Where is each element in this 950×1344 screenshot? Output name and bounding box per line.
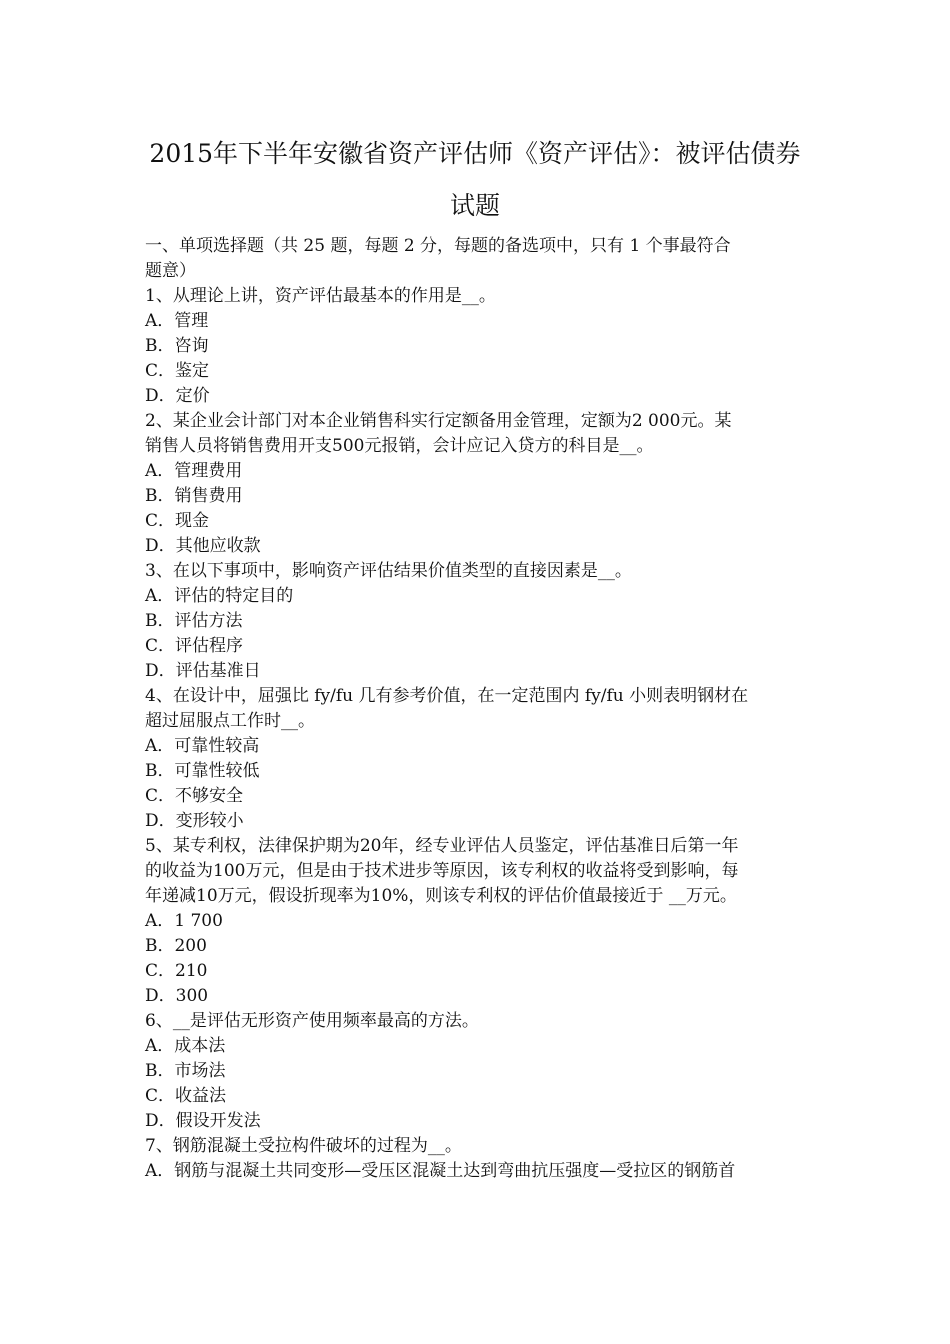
option-d: D．300 [145, 986, 209, 1006]
document-title [100, 128, 850, 232]
option-d: D．其他应收款 [145, 536, 261, 556]
document-body [145, 234, 810, 1184]
title-line-2: 试题 [449, 191, 500, 220]
section-heading-line-1: 一、单项选择题（共 25 题，每题 2 分，每题的备选项中，只有 1 个事最符合 [145, 236, 731, 256]
option-d: D．变形较小 [145, 811, 244, 831]
question-stem-line: 销售人员将销售费用开支500元报销，会计应记入贷方的科目是__。 [145, 436, 654, 456]
option-a: A．评估的特定目的 [145, 586, 294, 606]
option-a: A．1 700 [145, 911, 223, 931]
option-c: C．不够安全 [145, 786, 244, 806]
question-6 [145, 1009, 810, 1134]
option-c: C．210 [145, 961, 208, 981]
option-b: B．评估方法 [145, 611, 243, 631]
title-line-1: 2015年下半年安徽省资产评估师《资产评估》：被评估债券 [149, 139, 801, 168]
option-a: A．可靠性较高 [145, 736, 260, 756]
option-c: C．收益法 [145, 1086, 227, 1106]
option-c: C．评估程序 [145, 636, 244, 656]
option-b: B．可靠性较低 [145, 761, 260, 781]
question-stem-line: 3、在以下事项中，影响资产评估结果价值类型的直接因素是__。 [145, 561, 632, 581]
option-d: D．定价 [145, 386, 210, 406]
option-a: A．管理费用 [145, 461, 243, 481]
section-heading-line-2: 题意） [145, 261, 196, 281]
option-b: B．市场法 [145, 1061, 226, 1081]
question-2 [145, 409, 810, 559]
option-d: D．假设开发法 [145, 1111, 261, 1131]
question-7 [145, 1134, 810, 1184]
question-5 [145, 834, 810, 1009]
option-d: D．评估基准日 [145, 661, 261, 681]
question-4 [145, 684, 810, 834]
question-stem-line: 5、某专利权，法律保护期为20年，经专业评估人员鉴定，评估基准日后第一年 [145, 836, 739, 856]
option-a: A．成本法 [145, 1036, 226, 1056]
option-b: B．销售费用 [145, 486, 243, 506]
section-heading [145, 234, 810, 284]
option-a: A．管理 [145, 311, 209, 331]
question-stem-line: 年递减10万元，假设折现率为10%，则该专利权的评估价值最接近于 __万元。 [145, 886, 737, 906]
question-1 [145, 284, 810, 409]
question-stem-line: 6、__是评估无形资产使用频率最高的方法。 [145, 1011, 479, 1031]
question-stem-line: 7、钢筋混凝土受拉构件破坏的过程为__。 [145, 1136, 462, 1156]
option-a: A．钢筋与混凝土共同变形—受压区混凝土达到弯曲抗压强度—受拉区的钢筋首 [145, 1161, 736, 1181]
question-stem-line: 2、某企业会计部门对本企业销售科实行定额备用金管理，定额为2 000元。某 [145, 411, 732, 431]
question-stem-line: 1、从理论上讲，资产评估最基本的作用是__。 [145, 286, 496, 306]
option-b: B．200 [145, 936, 207, 956]
question-stem-line: 超过屈服点工作时__。 [145, 711, 315, 731]
question-3 [145, 559, 810, 684]
option-c: C．鉴定 [145, 361, 210, 381]
option-b: B．咨询 [145, 336, 209, 356]
question-stem-line: 4、在设计中，屈强比 fy/fu 几有参考价值，在一定范围内 fy/fu 小则表明钢材在 [145, 686, 749, 706]
question-stem-line: 的收益为100万元，但是由于技术进步等原因，该专利权的收益将受到影响，每 [145, 861, 739, 881]
option-c: C．现金 [145, 511, 210, 531]
